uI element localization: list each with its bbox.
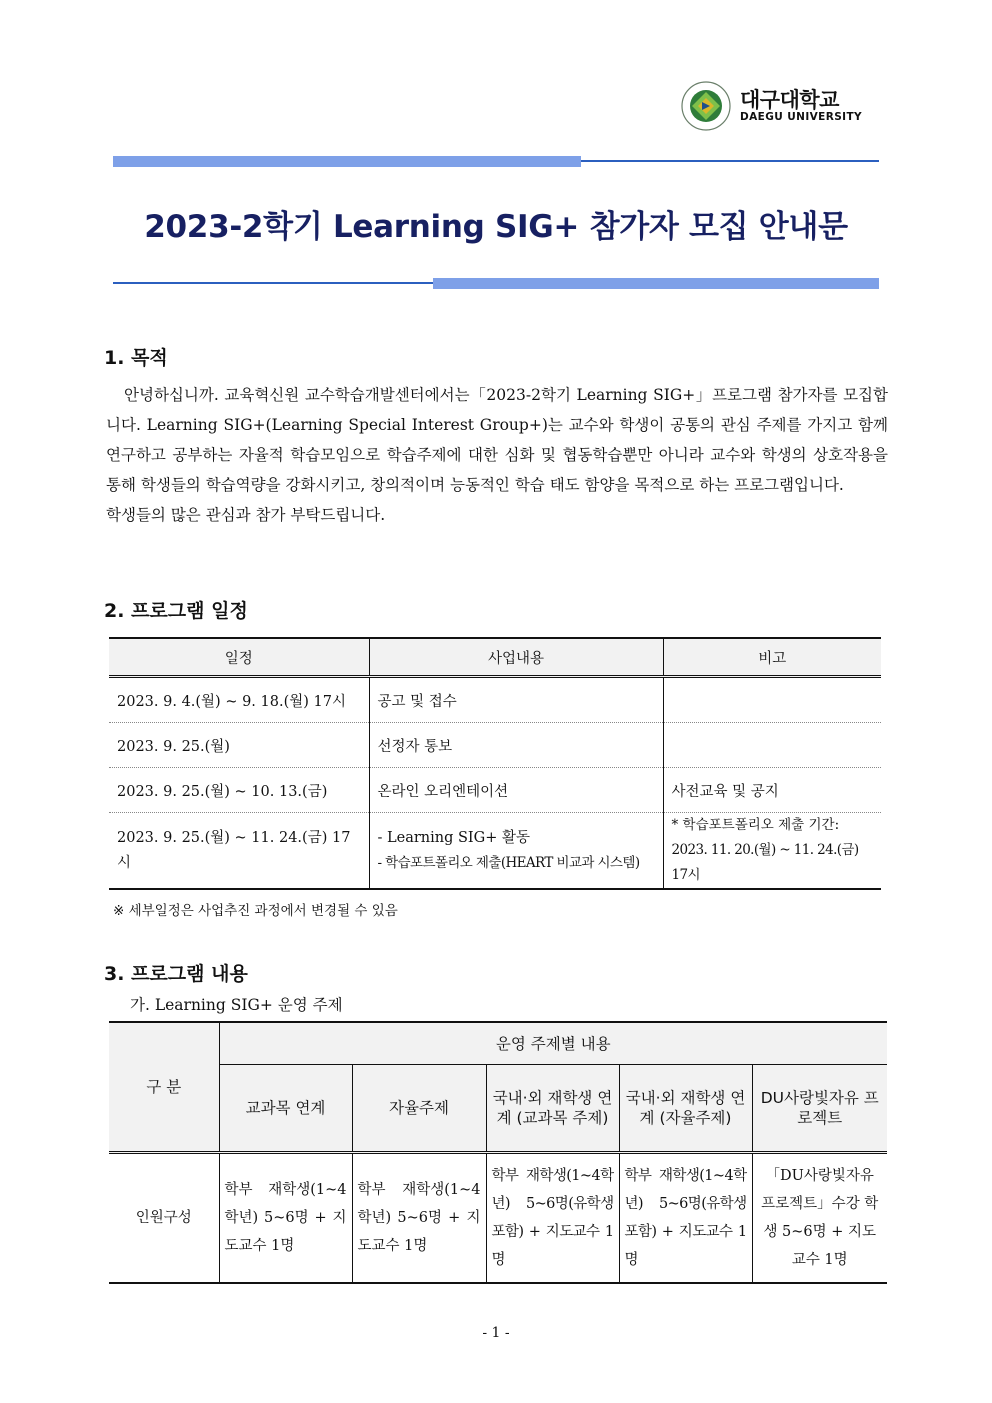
- page-number: - 1 -: [482, 1325, 510, 1341]
- table-row: [109, 677, 881, 723]
- university-logo: [680, 80, 880, 132]
- section-1-heading: 1. 목적: [104, 347, 168, 369]
- table-row: [109, 723, 881, 768]
- logo-english-name: DAEGU UNIVERSITY: [740, 111, 863, 123]
- logo-korean-name: 대구대학교: [740, 88, 839, 112]
- topic-member-cell: 학부 재학생(1~4학년) 5~6명(유학생 포함) + 지도교수 1명: [486, 1153, 619, 1284]
- purpose-text: 안녕하십니까. 교육혁신원 교수학습개발센터에서는「2023-2학기 Learning SIG+」프로그램 참가자를 모집합니다. Learning SIG+(Learning Special Interest Group+)는 교수와 학생이 공통의 관심 주제를 가지고 함께 연구하고 공부하는 자율적 학습모임으로 학습주제에 대한 심화 및 협동학습뿐만 아니라 교수와 학생의 상호작용을 통해 학생들의 학습역량을 강화시키고, 창의적이며 능동적인 학습 태도 함양을 목적으로 하는 프로그램입니다.: [106, 386, 888, 494]
- schedule-note-line: 2023. 11. 20.(월) ~ 11. 24.(금) 17시: [671, 842, 859, 883]
- title-bar-top-thick: [113, 156, 581, 167]
- schedule-content: 선정자 통보: [369, 723, 663, 768]
- schedule-col-note: 비고: [663, 638, 881, 677]
- page-title: 2023-2학기 Learning SIG+ 참가자 모집 안내문: [144, 209, 848, 245]
- title-bar-top-line: [581, 160, 879, 162]
- topic-row-label: 인원구성: [109, 1153, 219, 1284]
- university-emblem-icon: [680, 80, 736, 132]
- table-row: [109, 1153, 887, 1284]
- topic-member-cell: 「DU사랑빛자유 프로젝트」수강 학생 5~6명 + 지도교수 1명: [752, 1153, 887, 1284]
- purpose-closing: 학생들의 많은 관심과 참가 부탁드립니다.: [106, 506, 386, 524]
- schedule-date: 2023. 9. 25.(월) ~ 11. 24.(금) 17시: [109, 813, 369, 890]
- schedule-col-date: 일정: [109, 638, 369, 677]
- schedule-note: 사전교육 및 공지: [663, 768, 881, 813]
- schedule-date: 2023. 9. 4.(월) ~ 9. 18.(월) 17시: [109, 677, 369, 723]
- topic-member-cell: 학부 재학생(1~4학년) 5~6명 + 지도교수 1명: [352, 1153, 486, 1284]
- schedule-note: [663, 677, 881, 723]
- topic-corner-header: 구 분: [109, 1022, 219, 1153]
- schedule-date: 2023. 9. 25.(월): [109, 723, 369, 768]
- schedule-col-content: 사업내용: [369, 638, 663, 677]
- title-bar-bottom-thick: [433, 278, 879, 289]
- purpose-paragraph: [106, 380, 888, 530]
- topic-col-header: 자율주제: [352, 1065, 486, 1153]
- schedule-header-row: [109, 638, 881, 677]
- schedule-content: 온라인 오리엔테이션: [369, 768, 663, 813]
- topic-col-header: 교과목 연계: [219, 1065, 352, 1153]
- topic-col-header: 국내·외 재학생 연계 (자율주제): [619, 1065, 752, 1153]
- schedule-content: 공고 및 접수: [369, 677, 663, 723]
- schedule-note: [663, 813, 881, 890]
- schedule-note: [663, 723, 881, 768]
- topic-col-header: DU사랑빛자유 프로젝트: [752, 1065, 887, 1153]
- title-bar-bottom-line: [113, 282, 433, 284]
- topic-member-cell: 학부 재학생(1~4학년) 5~6명 + 지도교수 1명: [219, 1153, 352, 1284]
- table-row: [109, 813, 881, 890]
- topic-table: [109, 1021, 887, 1284]
- schedule-content-line: - 학습포트폴리오 제출(HEART 비교과 시스템): [377, 854, 640, 871]
- topic-member-cell: 학부 재학생(1~4학년) 5~6명(유학생 포함) + 지도교수 1명: [619, 1153, 752, 1284]
- section-2-heading: 2. 프로그램 일정: [104, 600, 248, 622]
- section-3-heading: 3. 프로그램 내용: [104, 963, 248, 985]
- section-3-subheading: 가. Learning SIG+ 운영 주제: [130, 996, 343, 1014]
- topic-col-header: 국내·외 재학생 연계 (교과목 주제): [486, 1065, 619, 1153]
- schedule-footnote: ※ 세부일정은 사업추진 과정에서 변경될 수 있음: [113, 903, 398, 919]
- schedule-note-line: * 학습포트폴리오 제출 기간:: [671, 817, 840, 833]
- topic-subheader-row: [109, 1065, 887, 1153]
- topic-group-header: 운영 주제별 내용: [219, 1022, 887, 1065]
- topic-header-row: [109, 1022, 887, 1065]
- schedule-content: [369, 813, 663, 890]
- schedule-table: [109, 637, 881, 890]
- table-row: [109, 768, 881, 813]
- schedule-date: 2023. 9. 25.(월) ~ 10. 13.(금): [109, 768, 369, 813]
- schedule-content-line: - Learning SIG+ 활동: [377, 829, 531, 846]
